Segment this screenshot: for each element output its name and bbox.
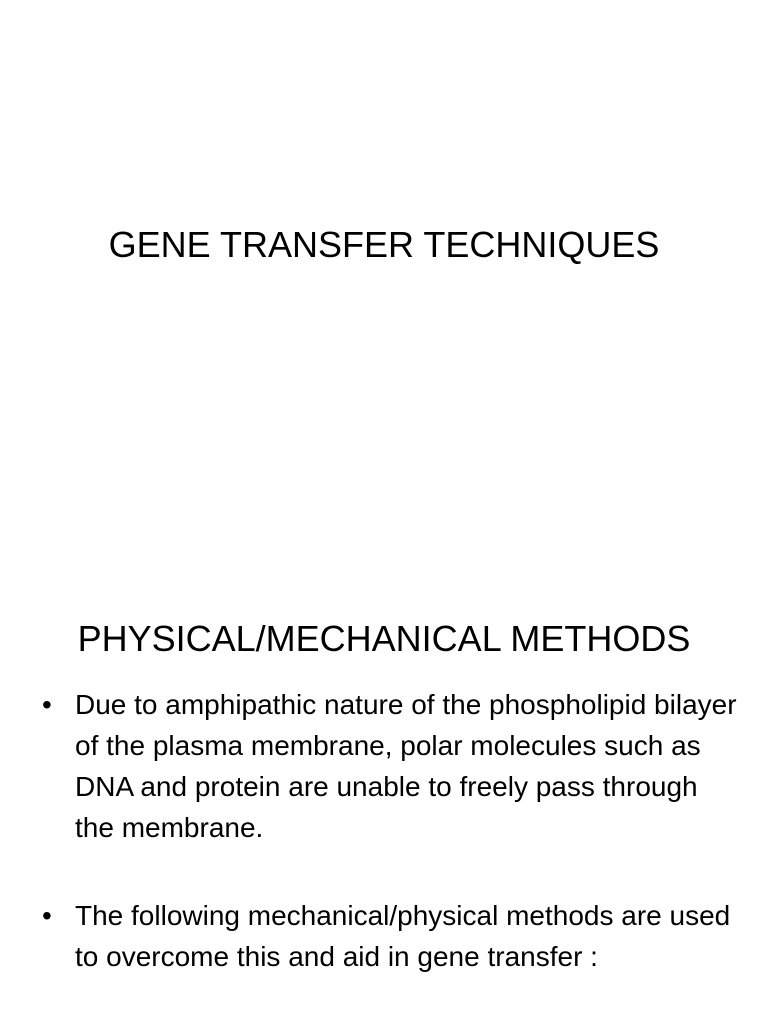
bullet-list	[0, 684, 768, 1024]
bullet-item	[0, 895, 768, 977]
bullet-marker-icon: •	[42, 689, 52, 720]
slide-title: GENE TRANSFER TECHNIQUES	[108, 224, 660, 265]
bullet-text: Due to amphipathic nature of the phospholipid bilayer of the plasma membrane, polar molecules such as DNA and protein are unable to freely pass through the membrane.	[75, 689, 737, 843]
content-slide	[0, 576, 768, 1024]
bullet-text: The following mechanical/physical methods are used to overcome this and aid in gene transfer :	[75, 900, 731, 972]
bullet-item	[0, 684, 768, 848]
slide-heading: PHYSICAL/MECHANICAL METHODS	[77, 618, 691, 659]
bullet-marker-icon: •	[42, 900, 52, 931]
